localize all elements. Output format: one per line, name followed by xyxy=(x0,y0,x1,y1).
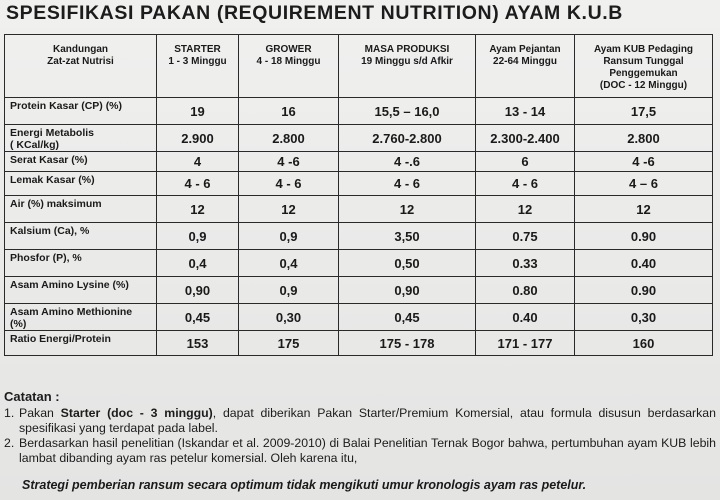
table-cell: 0,9 xyxy=(239,223,339,250)
header-line: Ayam KUB Pedaging xyxy=(593,44,694,55)
document-title: SPESIFIKASI PAKAN (REQUIREMENT NUTRITION) AYAM K.U.B xyxy=(6,2,623,24)
table-cell: 4 -.6 xyxy=(339,152,476,172)
table-cell: 15,5 – 16,0 xyxy=(339,98,476,125)
table-cell: 4 -6 xyxy=(239,152,339,172)
header-line: MASA PRODUKSI xyxy=(364,44,450,55)
table-cell: 160 xyxy=(575,331,713,356)
table-row xyxy=(5,304,713,331)
row-label xyxy=(5,250,157,277)
header-broiler xyxy=(575,35,713,98)
table-row xyxy=(5,98,713,125)
table-cell: 4 xyxy=(157,152,239,172)
header-line: Zat-zat Nutrisi xyxy=(47,56,114,67)
header-line: STARTER xyxy=(174,44,221,55)
table-cell: 2.300-2.400 xyxy=(476,125,575,152)
table-cell: 17,5 xyxy=(575,98,713,125)
table-cell: 4 - 6 xyxy=(339,172,476,196)
header-line: (DOC - 12 Minggu) xyxy=(599,80,688,91)
header-line: 1 - 3 Minggu xyxy=(168,56,227,67)
notes-title: Catatan : xyxy=(4,389,60,404)
row-label xyxy=(5,98,157,125)
table-cell: 0,4 xyxy=(239,250,339,277)
table-body xyxy=(5,98,713,356)
header-line: Ayam Pejantan xyxy=(489,44,561,55)
row-label-line: ( KCal/kg) xyxy=(10,139,60,151)
table-cell: 0.33 xyxy=(476,250,575,277)
table-cell: 4 -6 xyxy=(575,152,713,172)
table-cell: 0,9 xyxy=(157,223,239,250)
table-row xyxy=(5,196,713,223)
table-cell: 153 xyxy=(157,331,239,356)
row-label-line: Phosfor (P), % xyxy=(10,252,82,264)
table-row xyxy=(5,172,713,196)
header-line: 22-64 Minggu xyxy=(493,56,557,67)
table-cell: 12 xyxy=(157,196,239,223)
conclusion-text: Strategi pemberian ransum secara optimum tidak mengikuti umur kronologis ayam ras petelur. xyxy=(22,478,587,492)
nutrition-spec-table xyxy=(4,34,713,356)
table-cell: 2.900 xyxy=(157,125,239,152)
table-cell: 0.90 xyxy=(575,277,713,304)
row-label-line: Energi Metabolis xyxy=(10,127,95,139)
header-line: GROWER xyxy=(265,44,312,55)
row-label-line: Lemak Kasar (%) xyxy=(10,174,95,186)
table-row xyxy=(5,152,713,172)
table-cell: 0.80 xyxy=(476,277,575,304)
table-cell: 0,45 xyxy=(339,304,476,331)
table-cell: 16 xyxy=(239,98,339,125)
row-label xyxy=(5,172,157,196)
row-label-line: Asam Amino Lysine (%) xyxy=(10,279,129,291)
note-item-2 xyxy=(4,436,716,466)
table-row xyxy=(5,125,713,152)
row-label xyxy=(5,223,157,250)
table-row xyxy=(5,223,713,250)
row-label-line: Air (%) maksimum xyxy=(10,198,102,210)
note-text-pre: Pakan xyxy=(19,406,61,420)
table-cell: 3,50 xyxy=(339,223,476,250)
table-cell: 12 xyxy=(476,196,575,223)
table-cell: 0,45 xyxy=(157,304,239,331)
table-cell: 0,90 xyxy=(157,277,239,304)
header-line: Penggemukan xyxy=(609,68,678,79)
row-label-line: Ratio Energi/Protein xyxy=(10,333,111,345)
table-row xyxy=(5,250,713,277)
table-cell: 0.40 xyxy=(476,304,575,331)
table-cell: 0,30 xyxy=(575,304,713,331)
table-cell: 0.90 xyxy=(575,223,713,250)
table-header-row xyxy=(5,35,713,98)
table-cell: 0,90 xyxy=(339,277,476,304)
row-label xyxy=(5,277,157,304)
table-cell: 175 xyxy=(239,331,339,356)
row-label-line: Serat Kasar (%) xyxy=(10,154,88,166)
note-item-1 xyxy=(4,406,716,436)
note-number: 2. xyxy=(4,436,15,450)
table-cell: 12 xyxy=(339,196,476,223)
table-cell: 19 xyxy=(157,98,239,125)
table-cell: 0,4 xyxy=(157,250,239,277)
table-cell: 4 – 6 xyxy=(575,172,713,196)
row-label-line: Protein Kasar (CP) (%) xyxy=(10,100,123,112)
table-cell: 12 xyxy=(239,196,339,223)
row-label-line: Asam Amino Methionine xyxy=(10,306,133,318)
row-label xyxy=(5,331,157,356)
row-label xyxy=(5,152,157,172)
note-number: 1. xyxy=(4,406,15,420)
table-cell: 6 xyxy=(476,152,575,172)
table-row xyxy=(5,331,713,356)
table-cell: 4 - 6 xyxy=(476,172,575,196)
table-cell: 0,30 xyxy=(239,304,339,331)
row-label xyxy=(5,196,157,223)
table-cell: 171 - 177 xyxy=(476,331,575,356)
header-starter xyxy=(157,35,239,98)
header-grower xyxy=(239,35,339,98)
table-cell: 12 xyxy=(575,196,713,223)
header-nutrient xyxy=(5,35,157,98)
header-rooster xyxy=(476,35,575,98)
note-text xyxy=(19,406,716,436)
header-line: Kandungan xyxy=(53,44,108,55)
row-label xyxy=(5,125,157,152)
table-cell: 2.760-2.800 xyxy=(339,125,476,152)
table-cell: 4 - 6 xyxy=(157,172,239,196)
table-cell: 0,9 xyxy=(239,277,339,304)
table-cell: 2.800 xyxy=(575,125,713,152)
row-label xyxy=(5,304,157,331)
note-text: Berdasarkan hasil penelitian (Iskandar et al. 2009-2010) di Balai Penelitian Ternak Bogor bahwa, pertumbuhan ayam KUB lebih lambat dibanding ayam ras petelur komersial. Oleh karena itu, xyxy=(19,436,716,465)
table-cell: 0.40 xyxy=(575,250,713,277)
header-line: 19 Minggu s/d Afkir xyxy=(361,56,453,67)
row-label-line: (%) xyxy=(10,318,27,330)
header-production xyxy=(339,35,476,98)
table-row xyxy=(5,277,713,304)
note-text-bold: Starter (doc - 3 minggu) xyxy=(60,406,213,420)
notes-section xyxy=(4,389,716,466)
table-cell: 0,50 xyxy=(339,250,476,277)
header-line: 4 - 18 Minggu xyxy=(256,56,321,67)
note-text-post: , dapat diberikan Pakan Starter/Premium Komersial, atau formula disusun berdasarkan spesifikasi yang terdapat pada label. xyxy=(19,406,716,435)
table-cell: 4 - 6 xyxy=(239,172,339,196)
table-cell: 2.800 xyxy=(239,125,339,152)
table-cell: 0.75 xyxy=(476,223,575,250)
header-line: Ransum Tunggal xyxy=(603,56,684,67)
table-cell: 13 - 14 xyxy=(476,98,575,125)
table-cell: 175 - 178 xyxy=(339,331,476,356)
row-label-line: Kalsium (Ca), % xyxy=(10,225,90,237)
